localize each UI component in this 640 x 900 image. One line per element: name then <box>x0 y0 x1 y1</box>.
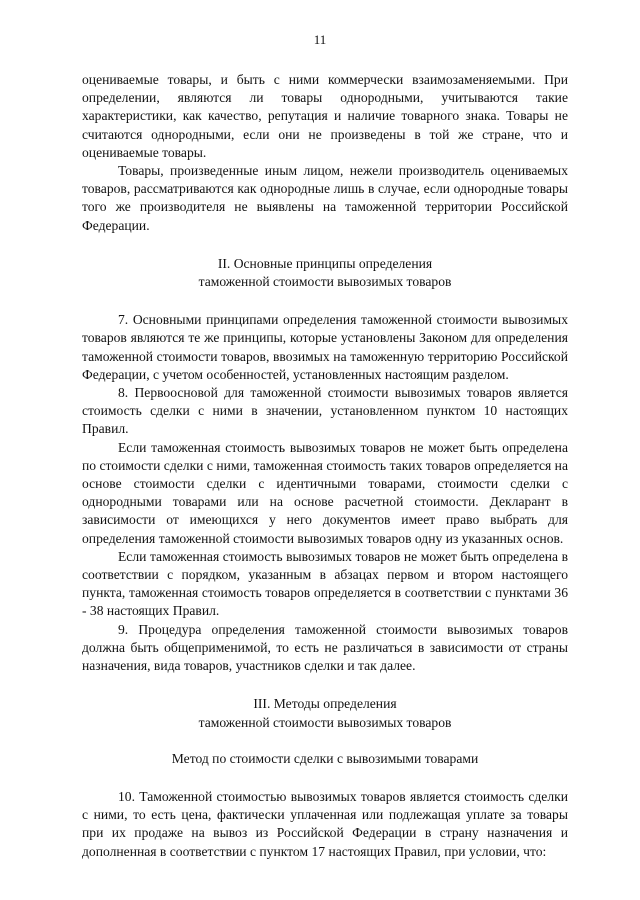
paragraph-item-8-fallback: Если таможенная стоимость вывозимых товаров не может быть определена в соответствии с порядком, указанным в абзацах первом и втором настоящего пункта, таможенная стоимость товаров определяется в соответствии с пунктами 36 - 38 настоящих Правил. <box>82 548 568 619</box>
section-heading-iii-line-1: III. Методы определения <box>253 696 397 712</box>
paragraph-item-8: 8. Первоосновой для таможенной стоимости вывозимых товаров является стоимость сделки с ними в значении, установленном пунктом 10 настоящих Правил. <box>82 385 568 437</box>
section-heading-iii-line-2: таможенной стоимости вывозимых товаров <box>198 714 452 730</box>
paragraph-item-8-alternative-methods: Если таможенная стоимость вывозимых товаров не может быть определена по стоимости сделки с ними, таможенная стоимость таких товаров определяется на основе стоимости сделки с идентичными товарами, стоимости сделки с однородными товарами или на основе расчетной стоимости. Декларант в зависимости от имеющихся у него документов имеет право выбрать для определения таможенной стоимости вывозимых товаров одну из указанных основ. <box>82 439 568 546</box>
paragraph-other-producer-goods: Товары, произведенные иным лицом, нежели производитель оцениваемых товаров, рассматриваются как однородные лишь в случае, если однородные товары того же производителя не выявлены на таможенной территории Российской Федерации. <box>82 163 568 233</box>
paragraph-item-7: 7. Основными принципами определения таможенной стоимости вывозимых товаров являются те же принципы, которые установлены Законом для определения таможенной стоимости товаров, ввозимых на таможенную территорию Российской Федерации, с учетом особенностей, установленных настоящим разделом. <box>82 312 568 382</box>
section-heading-ii-line-2: таможенной стоимости вывозимых товаров <box>198 274 452 290</box>
paragraph-item-9: 9. Процедура определения таможенной стоимости вывозимых товаров должна быть общеприменимой, то есть не различаться в зависимости от страны назначения, вида товаров, участников сделки и так далее. <box>82 621 568 674</box>
subsection-heading-transaction-value-method <box>82 750 568 768</box>
subsection-heading-line: Метод по стоимости сделки с вывозимыми товарами <box>171 750 479 766</box>
document-body <box>82 71 568 861</box>
paragraph-comparable-goods-definition: оцениваемые товары, и быть с ними коммерчески взаимозаменяемыми. При определении, являются ли товары однородными, учитываются такие характеристики, как качество, репутация и наличие товарного знака. Товары не считаются однородными, если они не произведены в той же стране, что и оцениваемые товары. <box>82 72 568 160</box>
paragraph-item-10: 10. Таможенной стоимостью вывозимых товаров является стоимость сделки с ними, то есть цена, фактически уплаченная или подлежащая уплате за товары при их продаже на вывоз из Российской Федерации в страну назначения и дополненная в соответствии с пунктом 17 настоящих Правил, при условии, что: <box>82 788 568 859</box>
section-heading-ii-line-1: II. Основные принципы определения <box>217 255 433 271</box>
page-number: 11 <box>313 32 327 47</box>
section-heading-iii <box>82 695 568 731</box>
section-heading-ii <box>82 255 568 291</box>
